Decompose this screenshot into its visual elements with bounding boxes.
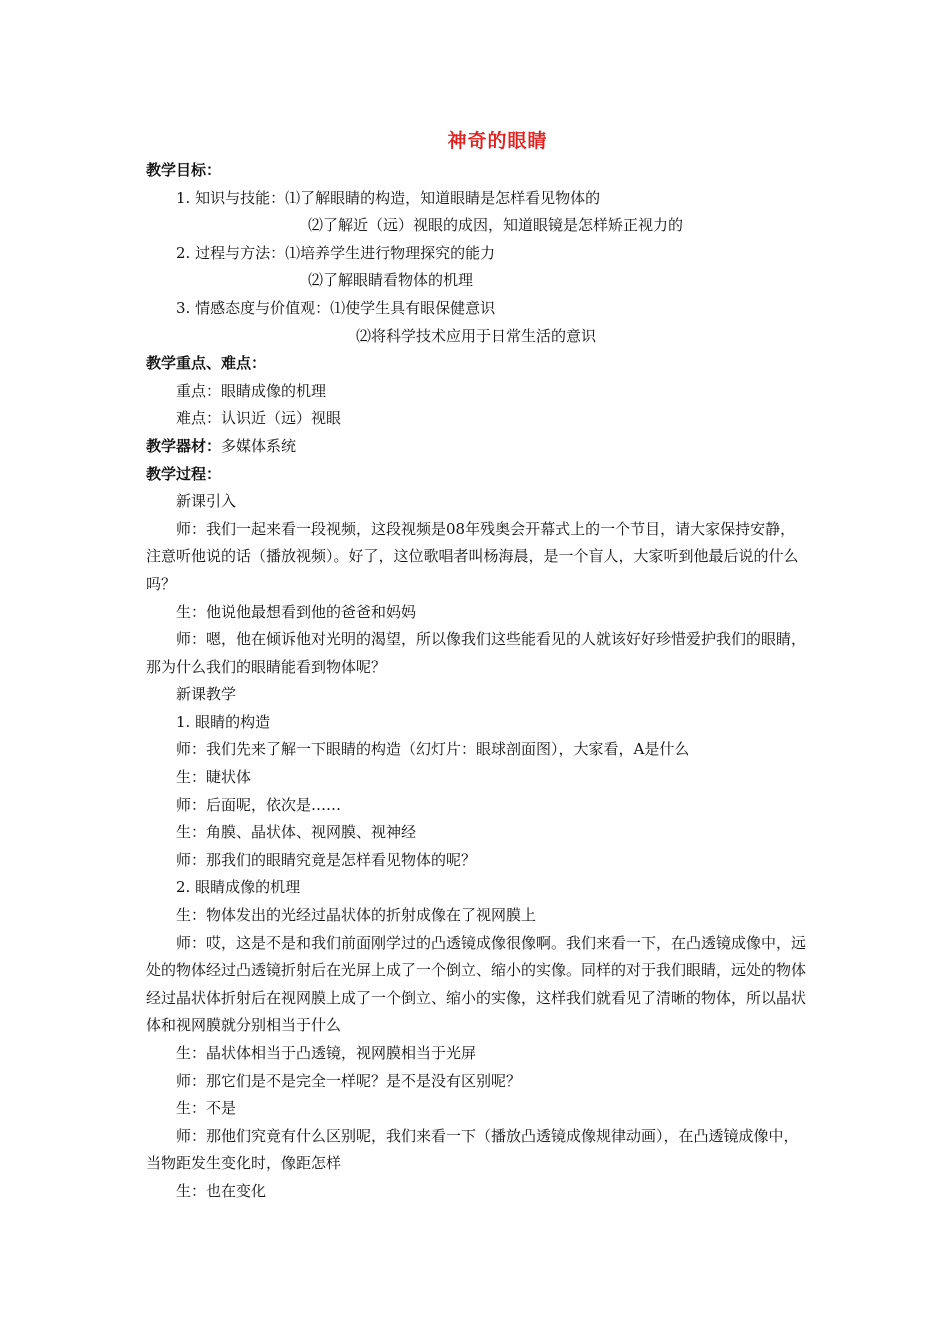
dialogue-teacher-4: 师：后面呢，依次是……: [176, 795, 342, 814]
objective-3b: ⑵将科学技术应用于日常生活的意识: [356, 326, 597, 345]
heading-process: 教学过程：: [146, 464, 222, 483]
objective-1a: 1. 知识与技能：⑴了解眼睛的构造，知道眼睛是怎样看见物体的: [176, 188, 601, 207]
dialogue-student-3: 生：角膜、晶状体、视网膜、视神经: [176, 823, 417, 842]
objective-3a: 3. 情感态度与价值观：⑴使学生具有眼保健意识: [176, 298, 496, 317]
dialogue-student-5: 生：晶状体相当于凸透镜，视网膜相当于光屏: [176, 1044, 477, 1062]
dialogue-teacher-5: 师：那我们的眼睛究竟是怎样看见物体的呢？: [176, 850, 477, 869]
document-body: [146, 157, 806, 1206]
dialogue-student-4: 生：物体发出的光经过晶状体的折射成像在了视网膜上: [176, 906, 537, 925]
dialogue-teacher-1: 师：我们一起来看一段视频，这段视频是08年残奥会开幕式上的一个节目，请大家保持安静，注意听他说的话（播放视频）。好了，这位歌唱者叫杨海晨，是一个盲人，大家听到他最后说的什么吗？: [146, 519, 799, 593]
dialogue-student-6: 生：不是: [176, 1099, 237, 1118]
heading-key-points: 教学重点、难点：: [146, 354, 267, 373]
dialogue-teacher-2: 师：嗯，他在倾诉他对光明的渴望，所以像我们这些能看见的人就该好好珍惜爱护我们的眼睛，那为什么我们的眼睛能看到物体呢？: [146, 630, 807, 676]
subsection-eye-structure: 1. 眼睛的构造: [176, 712, 271, 731]
dialogue-teacher-7: 师：那它们是不是完全一样呢？是不是没有区别呢？: [176, 1071, 522, 1090]
subsection-imaging-mechanism: 2. 眼睛成像的机理: [176, 878, 301, 897]
dialogue-teacher-3: 师：我们先来了解一下眼睛的构造（幻灯片：眼球剖面图），大家看，A是什么: [176, 740, 690, 759]
heading-equipment: 教学器材：: [146, 436, 222, 455]
key-point-focus: 重点：眼睛成像的机理: [176, 381, 327, 400]
dialogue-student-2: 生：睫状体: [176, 768, 252, 787]
objective-2a: 2. 过程与方法：⑴培养学生进行物理探究的能力: [176, 243, 496, 262]
section-teaching: 新课教学: [176, 685, 237, 704]
equipment-line: [146, 433, 806, 461]
dialogue-student-7: 生：也在变化: [176, 1181, 267, 1200]
dialogue-student-1: 生：他说他最想看到他的爸爸和妈妈: [176, 602, 417, 621]
dialogue-teacher-8: 师：那他们究竟有什么区别呢，我们来看一下（播放凸透镜成像规律动画），在凸透镜成像中，当物距发生变化时，像距怎样: [146, 1126, 799, 1173]
key-point-difficulty: 难点：认识近（远）视眼: [176, 409, 342, 428]
document-title: 神奇的眼睛: [447, 130, 548, 152]
objective-2b: ⑵了解眼睛看物体的机理: [308, 271, 474, 290]
heading-objectives: 教学目标：: [146, 161, 222, 179]
equipment-value: 多媒体系统: [221, 436, 297, 455]
dialogue-teacher-6: 师：哎，这是不是和我们前面刚学过的凸透镜成像很像啊。我们来看一下，在凸透镜成像中，远处的物体经过凸透镜折射后在光屏上成了一个倒立、缩小的实像。同样的对于我们眼睛，远处的物体经过晶状体折射后在视网膜上成了一个倒立、缩小的实像，这样我们就看见了清晰的物体，所以晶状体和视网膜就分别相当于什么: [146, 933, 807, 1035]
section-intro: 新课引入: [176, 492, 237, 511]
objective-1b: ⑵了解近（远）视眼的成因，知道眼镜是怎样矫正视力的: [308, 216, 684, 235]
